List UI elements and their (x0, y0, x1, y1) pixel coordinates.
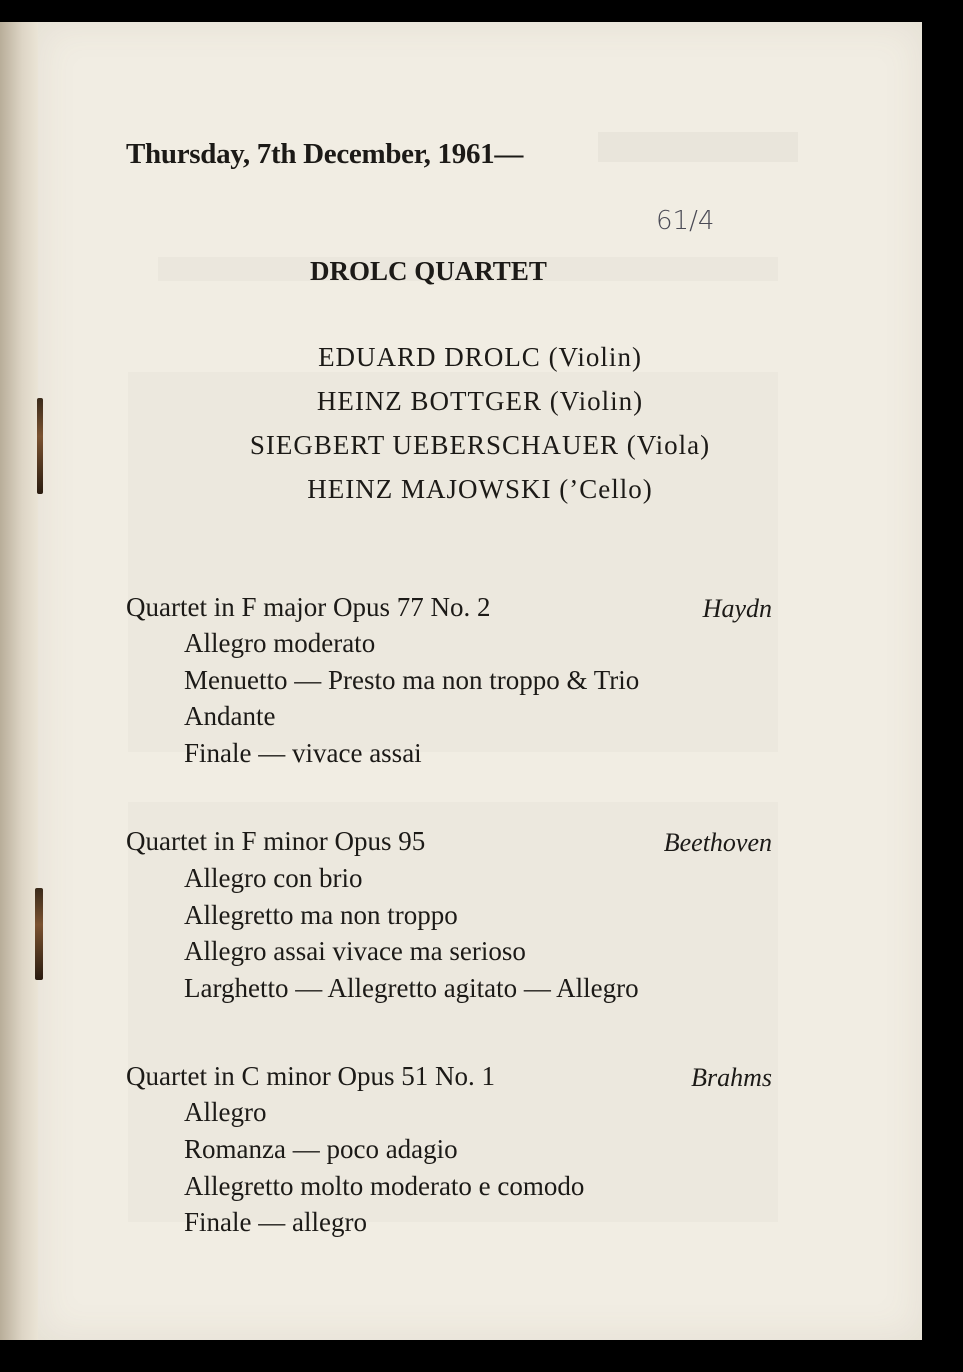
work-title: Quartet in F minor Opus 95 (126, 826, 426, 856)
work-composer: Brahms (691, 1063, 772, 1092)
movement-line: Finale — vivace assai (184, 738, 422, 768)
movement-line: Allegro con brio (184, 863, 363, 893)
movement-line: Andante (184, 701, 276, 731)
movement-line: Allegro (184, 1097, 267, 1127)
movement-line: Allegretto ma non troppo (184, 900, 458, 930)
member-line: EDUARD DROLC (Violin) (318, 342, 642, 372)
programme-page (38, 22, 922, 1340)
member-line: SIEGBERT UEBERSCHAUER (Viola) (249, 430, 711, 460)
movement-line: Menuetto — Presto ma non troppo & Trio (184, 665, 640, 695)
booklet-spine (0, 22, 40, 1340)
concert-date: Thursday, 7th December, 1961— (126, 138, 524, 170)
movement-line: Romanza — poco adagio (184, 1134, 458, 1164)
work-composer: Beethoven (663, 828, 772, 857)
ensemble-title: DROLC QUARTET (310, 256, 547, 286)
staple-bottom (35, 888, 43, 980)
member-line: HEINZ MAJOWSKI (’Cello) (307, 474, 653, 504)
movement-line: Allegretto molto moderato e comodo (184, 1171, 585, 1201)
show-through-shadow (128, 372, 778, 752)
member-line: HEINZ BOTTGER (Violin) (316, 386, 644, 416)
handwritten-catalogue-number: 61/4 (656, 206, 715, 236)
movement-line: Larghetto — Allegretto agitato — Allegro (184, 973, 639, 1003)
movement-line: Allegro moderato (184, 628, 376, 658)
movement-line: Finale — allegro (184, 1207, 367, 1237)
movement-line: Allegro assai vivace ma serioso (184, 936, 526, 966)
show-through-shadow (598, 132, 798, 162)
work-title: Quartet in F major Opus 77 No. 2 (126, 592, 491, 622)
work-composer: Haydn (702, 594, 772, 623)
staple-top (37, 398, 43, 494)
work-title: Quartet in C minor Opus 51 No. 1 (126, 1061, 495, 1091)
